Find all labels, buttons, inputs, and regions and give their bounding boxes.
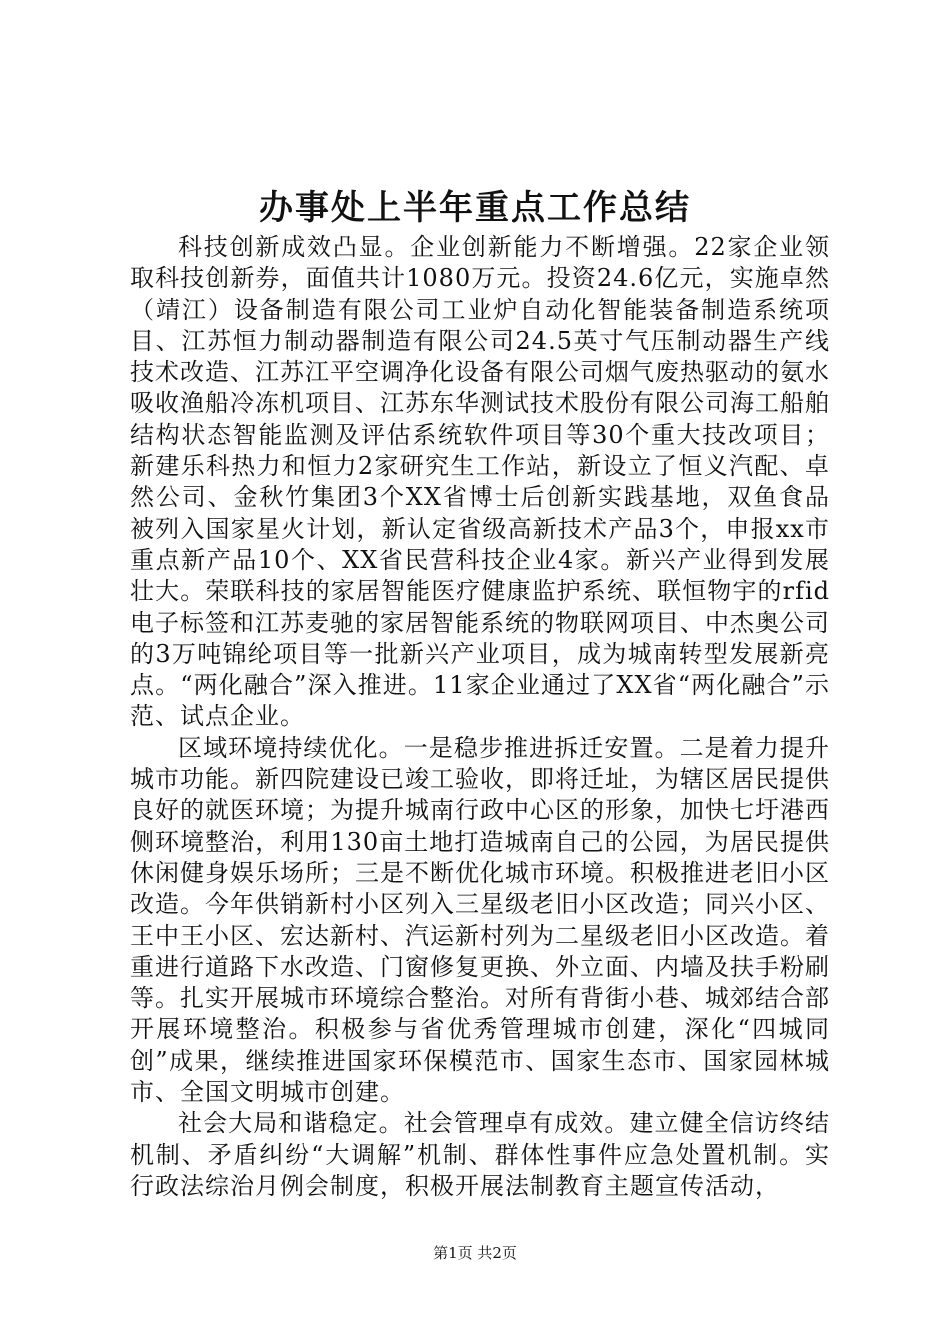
document-title: 办事处上半年重点工作总结 (259, 188, 691, 228)
paragraph-tech-innovation: 科技创新成效凸显。企业创新能力不断增强。22家企业领取科技创新券，面值共计1080万元。投资24.6亿元，实施卓然（靖江）设备制造有限公司工业炉自动化智能装备制造系统项目、江苏恒力制动器制造有限公司24.5英寸气压制动器生产线技术改造、江苏江平空调净化设备有限公司烟气废热驱动的氨水吸收渔船冷冻机项目、江苏东华测试技术股份有限公司海工船舶结构状态智能监测及评估系统软件项目等30个重大技改项目；新建乐科热力和恒力2家研究生工作站，新设立了恒义汽配、卓然公司、金秋竹集团3个XX省博士后创新实践基地，双鱼食品被列入国家星火计划，新认定省级高新技术产品3个，申报xx市重点新产品10个、XX省民营科技企业4家。新兴产业得到发展壮大。荣联科技的家居智能医疗健康监护系统、联恒物宇的rfid电子标签和江苏麦驰的家居智能系统的物联网项目、中杰奥公司的3万吨锦纶项目等一批新兴产业项目，成为城南转型发展新亮点。“两化融合”深入推进。11家企业通过了XX省“两化融合”示范、试点企业。 (130, 233, 830, 731)
paragraph-regional-environment: 区域环境持续优化。一是稳步推进拆迁安置。二是着力提升城市功能。新四院建设已竣工验收，即将迁址，为辖区居民提供良好的就医环境；为提升城南行政中心区的形象，加快七圩港西侧环境整治，利用130亩土地打造城南自己的公园，为居民提供休闲健身娱乐场所；三是不断优化城市环境。积极推进老旧小区改造。今年供销新村小区列入三星级老旧小区改造；同兴小区、王中王小区、宏达新村、汽运新村列为二星级老旧小区改造。着重进行道路下水改造、门窗修复更换、外立面、内墙及扶手粉刷等。扎实开展城市环境综合整治。对所有背街小巷、城郊结合部开展环境整治。积极参与省优秀管理城市创建，深化“四城同创”成果，继续推进国家环保模范市、国家生态市、国家园林城市、全国文明城市创建。 (130, 733, 830, 1107)
paragraph-social-stability: 社会大局和谐稳定。社会管理卓有成效。建立健全信访终结机制、矛盾纠纷“大调解”机制、群体性事件应急处置机制。实行政法综治月例会制度，积极开展法制教育主题宣传活动， (130, 1109, 830, 1200)
page-number-footer: 第1页 共2页 (433, 1244, 517, 1262)
document-body (130, 232, 830, 1202)
